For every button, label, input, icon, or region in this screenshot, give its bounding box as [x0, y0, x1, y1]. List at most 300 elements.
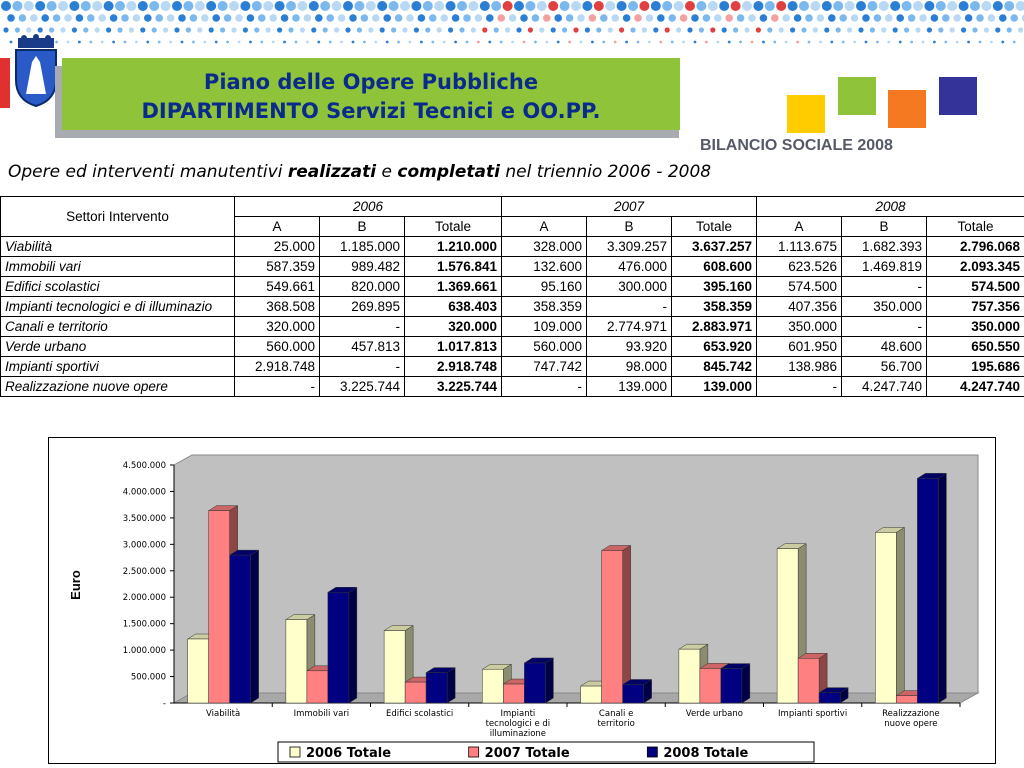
decorative-dot [209, 27, 214, 32]
decorative-dot [1007, 27, 1012, 32]
decorative-square-orange [888, 90, 926, 128]
value-cell: 457.813 [320, 337, 405, 357]
value-cell: 1.682.393 [842, 237, 927, 257]
value-cell: 4.247.740 [842, 377, 927, 397]
table-row [1, 317, 1024, 337]
x-tick-label: Impianti sportivi [778, 709, 848, 719]
total-cell: 358.359 [672, 297, 757, 317]
decorative-dot [332, 1, 342, 11]
x-tick-label: illuminazione [489, 729, 547, 739]
decorative-dot [885, 14, 893, 22]
subheader-b: B [587, 217, 672, 237]
decorative-dot [674, 1, 684, 11]
decorative-dot [665, 27, 670, 32]
decorative-dot-band [0, 0, 1024, 58]
y-tick-label: 4.500.000 [122, 461, 166, 471]
decorative-dot [87, 14, 95, 22]
decorative-dot [218, 1, 228, 11]
decorative-dot [995, 27, 1000, 32]
bar-2008-totale [524, 663, 545, 703]
decorative-dot [286, 1, 296, 11]
decorative-dot [676, 27, 681, 32]
decorative-dot [611, 14, 619, 22]
decorative-dot [847, 27, 852, 32]
decorative-dot [657, 14, 665, 22]
decorative-dot [856, 1, 866, 11]
decorative-dot [796, 41, 799, 44]
decorative-dot [511, 41, 514, 44]
total-cell: 1.369.661 [405, 277, 502, 297]
bar-side-2008-totale [545, 658, 553, 703]
decorative-dot [38, 27, 43, 32]
decorative-dot [345, 27, 350, 32]
bar-2008-totale [819, 693, 840, 703]
value-cell: 25.000 [235, 237, 320, 257]
decorative-dot [406, 14, 414, 22]
decorative-dot [343, 1, 353, 11]
x-tick-label: Verde urbano [685, 709, 743, 719]
decorative-dot [953, 14, 961, 22]
total-cell: 195.686 [927, 357, 1024, 377]
decorative-dot [263, 1, 273, 11]
decorative-dot [767, 27, 772, 32]
decorative-dot [254, 27, 259, 32]
decorative-dot [466, 41, 469, 44]
decorative-dot [409, 41, 412, 44]
decorative-dot [81, 1, 91, 11]
decorative-dot [174, 27, 179, 32]
decorative-dot [275, 1, 285, 11]
x-tick-label: tecnologici e di [485, 719, 551, 729]
decorative-dot [876, 41, 879, 44]
decorative-dot [30, 14, 38, 22]
legend-swatch [290, 747, 300, 757]
subheader-a: A [757, 217, 842, 237]
decorative-dot [634, 14, 642, 22]
decorative-dot [1004, 1, 1014, 11]
decorative-dot [292, 14, 300, 22]
decorative-dot [317, 41, 320, 44]
decorative-dot [824, 27, 829, 32]
decorative-dot [765, 1, 775, 11]
decorative-dot [420, 41, 423, 44]
bar-side-2008-totale [742, 664, 750, 703]
decorative-dot [887, 41, 890, 44]
decorative-dot [851, 14, 859, 22]
decorative-dot [377, 1, 387, 11]
decorative-dot [104, 1, 114, 11]
decorative-dot [545, 41, 548, 44]
total-cell: 3.225.744 [405, 377, 502, 397]
decorative-dot [580, 41, 583, 44]
value-cell: 300.000 [587, 277, 672, 297]
decorative-dot [805, 14, 813, 22]
decorative-dot [858, 27, 863, 32]
decorative-dot [140, 27, 145, 32]
decorative-dot [247, 14, 255, 22]
legend-swatch [647, 747, 657, 757]
bar-side-2006-totale [896, 527, 904, 703]
decorative-dot [568, 41, 571, 44]
value-cell: 560.000 [502, 337, 587, 357]
x-tick-label: Edifici scolastici [386, 709, 454, 719]
decorative-dot [922, 41, 925, 44]
decorative-dot [124, 41, 127, 44]
decorative-dot [577, 14, 585, 22]
decorative-dot [870, 27, 875, 32]
decorative-dot [988, 14, 996, 22]
decorative-red-strip [0, 58, 10, 108]
subtitle-bold-1: realizzati [287, 162, 377, 182]
decorative-dot [760, 14, 768, 22]
city-crest-logo [12, 34, 60, 108]
value-cell: - [842, 317, 927, 337]
decorative-dot [528, 27, 533, 32]
total-cell: 4.247.740 [927, 377, 1024, 397]
total-cell: 1.210.000 [405, 237, 502, 257]
decorative-dot [144, 14, 152, 22]
decorative-dot [158, 41, 161, 44]
decorative-dot [220, 27, 225, 32]
bar-side-2008-totale [447, 668, 455, 703]
decorative-dot [89, 41, 92, 44]
value-cell: 56.700 [842, 357, 927, 377]
decorative-dot [135, 41, 138, 44]
x-tick-label: nuove opere [884, 719, 938, 729]
decorative-dot [252, 1, 262, 11]
decorative-dot [548, 1, 558, 11]
decorative-square-green [838, 77, 876, 115]
decorative-dot [539, 27, 544, 32]
decorative-dot [913, 1, 923, 11]
sector-cell: Realizzazione nuove opere [1, 377, 235, 397]
total-cell: 1.576.841 [405, 257, 502, 277]
decorative-dot [853, 41, 856, 44]
decorative-dot [395, 14, 403, 22]
decorative-dot [181, 41, 184, 44]
decorative-dot [682, 41, 685, 44]
decorative-dot [1, 1, 11, 11]
decorative-dot [64, 14, 72, 22]
decorative-dot [229, 1, 239, 11]
subheader-totale: Totale [927, 217, 1024, 237]
decorative-dot [808, 41, 811, 44]
value-cell: 109.000 [502, 317, 587, 337]
table-row [1, 337, 1024, 357]
decorative-dot [936, 1, 946, 11]
decorative-dot [352, 41, 355, 44]
decorative-dot [879, 1, 889, 11]
decorative-dot [7, 14, 15, 22]
decorative-dot [178, 14, 186, 22]
decorative-dot [304, 14, 312, 22]
value-cell: 138.986 [757, 357, 842, 377]
bar-2008-totale [623, 684, 644, 703]
decorative-dot [3, 27, 8, 32]
decorative-dot [297, 1, 307, 11]
bar-2007-totale [405, 682, 426, 703]
decorative-dot [334, 27, 339, 32]
decorative-dot [133, 14, 141, 22]
decorative-dot [386, 41, 389, 44]
decorative-dot [411, 1, 421, 11]
decorative-dot [753, 1, 763, 11]
decorative-dot [391, 27, 396, 32]
decorative-dot [226, 41, 229, 44]
decorative-dot [329, 41, 332, 44]
decorative-dot [400, 1, 410, 11]
bar-2006-totale [384, 631, 405, 703]
bar-2006-totale [875, 532, 896, 703]
decorative-dot [959, 1, 969, 11]
decorative-dot [186, 27, 191, 32]
value-cell: 2.918.748 [235, 357, 320, 377]
decorative-dot [163, 27, 168, 32]
x-tick-label: territorio [597, 719, 635, 729]
x-tick-label: Immobili vari [293, 709, 350, 719]
decorative-dot [845, 1, 855, 11]
decorative-dot [172, 1, 182, 11]
decorative-dot [836, 27, 841, 32]
decorative-dot [67, 41, 70, 44]
decorative-dot [115, 1, 125, 11]
decorative-dot [608, 27, 613, 32]
decorative-dot [440, 14, 448, 22]
value-cell: - [757, 377, 842, 397]
decorative-dot [653, 27, 658, 32]
y-tick-label: 1.000.000 [122, 646, 166, 657]
value-cell: 407.356 [757, 297, 842, 317]
decorative-dot [516, 27, 521, 32]
works-table [0, 196, 1024, 397]
bar-2007-totale [503, 684, 524, 703]
decorative-dot [790, 27, 795, 32]
total-cell: 320.000 [405, 317, 502, 337]
decorative-dot [779, 27, 784, 32]
value-cell: 350.000 [842, 297, 927, 317]
decorative-dot [106, 27, 111, 32]
decorative-dot [212, 14, 220, 22]
value-cell: 93.920 [587, 337, 672, 357]
decorative-dot [288, 27, 293, 32]
decorative-dot [751, 41, 754, 44]
decorative-dot [623, 14, 631, 22]
value-cell: 132.600 [502, 257, 587, 277]
decorative-dot [956, 41, 959, 44]
decorative-dot [532, 14, 540, 22]
decorative-dot [534, 41, 537, 44]
decorative-dot [448, 27, 453, 32]
decorative-dot [680, 14, 688, 22]
bar-chart [48, 437, 996, 764]
value-cell: 549.661 [235, 277, 320, 297]
decorative-dot [947, 1, 957, 11]
decorative-dot [999, 14, 1007, 22]
y-tick-label: 2.500.000 [122, 566, 166, 577]
decorative-dot [950, 27, 955, 32]
decorative-dot [468, 1, 478, 11]
value-cell: 95.160 [502, 277, 587, 297]
decorative-dot [639, 1, 649, 11]
decorative-dot [819, 41, 822, 44]
legend-label: 2008 Totale [663, 746, 749, 761]
decorative-dot [509, 14, 517, 22]
decorative-dot [338, 14, 346, 22]
value-cell: 574.500 [757, 277, 842, 297]
value-cell: 1.185.000 [320, 237, 405, 257]
decorative-dot [363, 41, 366, 44]
total-cell: 574.500 [927, 277, 1024, 297]
decorative-dot [121, 14, 129, 22]
bar-2007-totale [307, 671, 328, 703]
total-cell: 3.637.257 [672, 237, 757, 257]
decorative-dot [833, 1, 843, 11]
decorative-dot [822, 1, 832, 11]
decorative-dot [349, 14, 357, 22]
table-row [1, 277, 1024, 297]
decorative-dot [323, 27, 328, 32]
decorative-dot [311, 27, 316, 32]
decorative-dot [602, 41, 605, 44]
title-line-1: Piano delle Opere Pubbliche [203, 70, 539, 94]
decorative-dot [491, 1, 501, 11]
decorative-dot [167, 14, 175, 22]
decorative-dot [710, 27, 715, 32]
subheader-totale: Totale [405, 217, 502, 237]
bar-2007-totale [700, 668, 721, 703]
decorative-dot [651, 1, 661, 11]
sector-cell: Edifici scolastici [1, 277, 235, 297]
sector-cell: Canali e territorio [1, 317, 235, 337]
decorative-dot [902, 1, 912, 11]
decorative-dot [896, 14, 904, 22]
table-row [1, 297, 1024, 317]
decorative-dot [201, 14, 209, 22]
decorative-dot [908, 14, 916, 22]
decorative-dot [78, 41, 81, 44]
value-cell: - [235, 377, 320, 397]
decorative-dot [238, 41, 241, 44]
decorative-dot [794, 14, 802, 22]
decorative-square-blue [939, 77, 977, 115]
decorative-dot [600, 14, 608, 22]
decorative-dot [773, 41, 776, 44]
decorative-dot [243, 27, 248, 32]
decorative-dot [101, 41, 104, 44]
decorative-dot [919, 14, 927, 22]
title-line-2: DIPARTIMENTO Servizi Tecnici e OO.PP. [141, 99, 601, 123]
legend-label: 2007 Totale [484, 746, 570, 761]
decorative-dot [691, 14, 699, 22]
decorative-dot [203, 41, 206, 44]
value-cell: 358.359 [502, 297, 587, 317]
sector-cell: Verde urbano [1, 337, 235, 357]
total-cell: 845.742 [672, 357, 757, 377]
subtitle-bold-2: completati [397, 162, 500, 182]
decorative-dot [725, 14, 733, 22]
total-cell: 1.017.813 [405, 337, 502, 357]
decorative-dot [26, 27, 31, 32]
decorative-dot [12, 1, 22, 11]
decorative-dot [41, 14, 49, 22]
value-cell: 820.000 [320, 277, 405, 297]
decorative-dot [924, 1, 934, 11]
decorative-dot [776, 1, 786, 11]
header-year-2006: 2006 [235, 197, 502, 217]
decorative-dot [315, 14, 323, 22]
value-cell: - [320, 357, 405, 377]
total-cell: 757.356 [927, 297, 1024, 317]
decorative-dot [594, 1, 604, 11]
decorative-dot [813, 27, 818, 32]
decorative-dot [642, 27, 647, 32]
decorative-dot [976, 14, 984, 22]
decorative-dot [83, 27, 88, 32]
decorative-dot [402, 27, 407, 32]
decorative-dot [619, 27, 624, 32]
decorative-dot [648, 41, 651, 44]
decorative-dot [605, 1, 615, 11]
decorative-dot [92, 1, 102, 11]
decorative-dot [72, 27, 77, 32]
sector-cell: Impianti tecnologici e di illuminazio [1, 297, 235, 317]
decorative-dot [482, 27, 487, 32]
decorative-dot [543, 14, 551, 22]
value-cell: 139.000 [587, 377, 672, 397]
table-row [1, 237, 1024, 257]
total-cell: 2.093.345 [927, 257, 1024, 277]
decorative-dot [514, 1, 524, 11]
bar-2007-totale [209, 511, 230, 703]
total-cell: 395.160 [672, 277, 757, 297]
decorative-dot [972, 27, 977, 32]
decorative-dot [537, 1, 547, 11]
decorative-dot [269, 14, 277, 22]
decorative-dot [183, 1, 193, 11]
bar-side-2007-totale [623, 545, 631, 703]
decorative-dot [47, 1, 57, 11]
value-cell: 989.482 [320, 257, 405, 277]
decorative-dot [910, 41, 913, 44]
table-row [1, 257, 1024, 277]
decorative-dot [893, 27, 898, 32]
y-tick-label: - [162, 699, 166, 709]
decorative-dot [277, 27, 282, 32]
decorative-dot [596, 27, 601, 32]
header-year-2007: 2007 [502, 197, 757, 217]
y-tick-label: 4.000.000 [122, 487, 166, 498]
decorative-dot [475, 14, 483, 22]
value-cell: 368.508 [235, 297, 320, 317]
decorative-dot [927, 27, 932, 32]
decorative-dot [374, 41, 377, 44]
value-cell: 328.000 [502, 237, 587, 257]
value-cell: - [587, 297, 672, 317]
decorative-dot [938, 27, 943, 32]
decorative-dot [582, 1, 592, 11]
decorative-dot [782, 14, 790, 22]
decorative-dot [703, 14, 711, 22]
decorative-dot [785, 41, 788, 44]
decorative-dot [69, 1, 79, 11]
decorative-dot [357, 27, 362, 32]
decorative-dot [525, 1, 535, 11]
decorative-dot [494, 27, 499, 32]
decorative-dot [235, 14, 243, 22]
y-tick-label: 3.000.000 [122, 540, 166, 551]
decorative-dot [224, 14, 232, 22]
decorative-dot [197, 27, 202, 32]
